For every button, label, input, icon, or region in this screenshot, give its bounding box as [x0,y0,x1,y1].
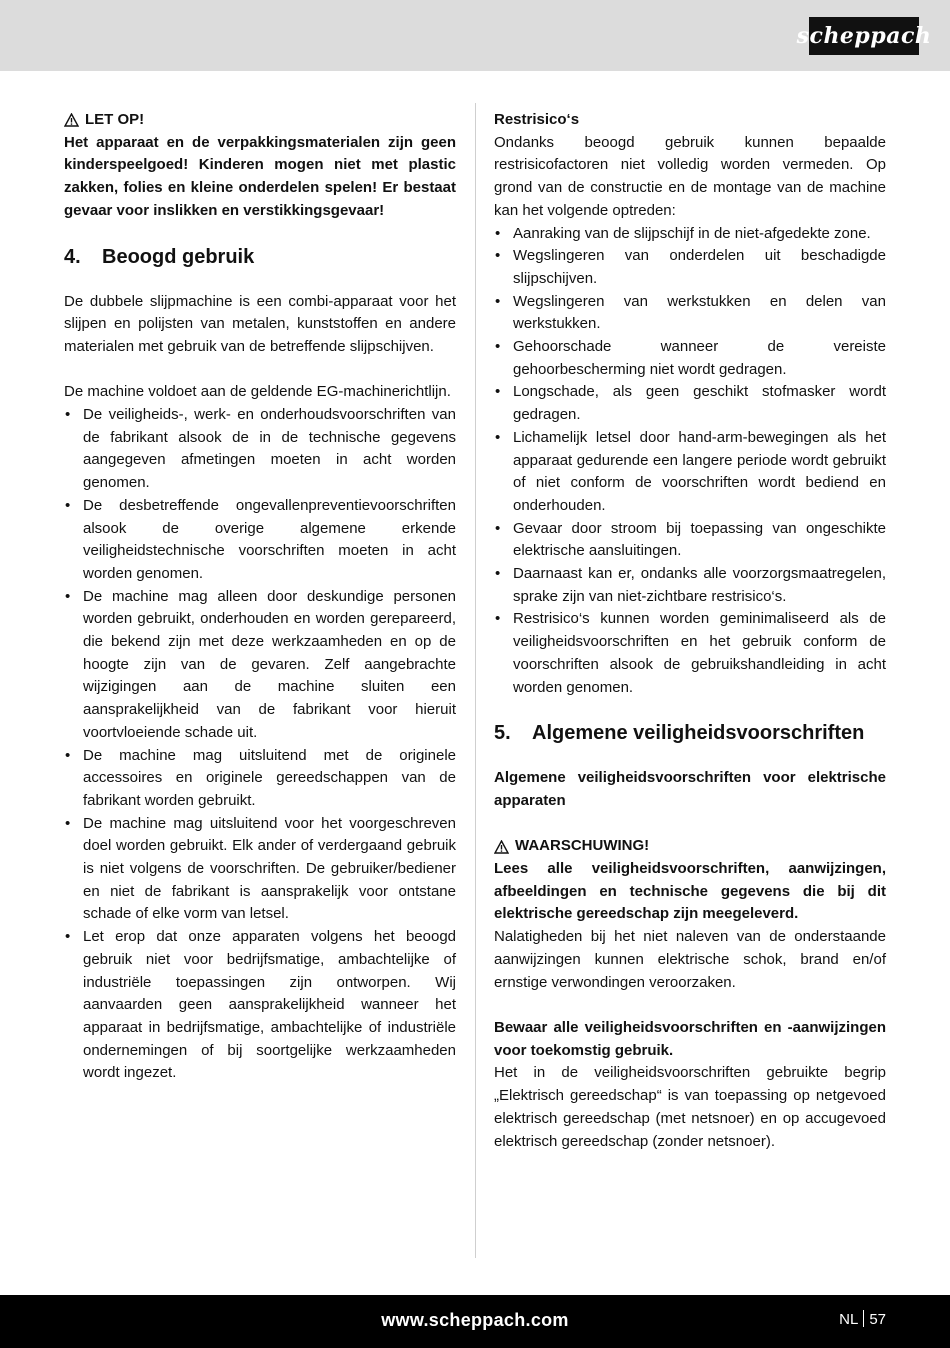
list-item: • Longschade, als geen geschikt stofmasker wordt gedragen. [494,381,886,426]
intended-use-paragraph: De dubbele slijpmachine is een combi-apparaat voor het slijpen en polijsten van metalen, kunststoffen en andere materialen met gebruik van de betreffende slijpschijven. [64,292,456,355]
column-divider [475,103,476,1258]
language-code: NL [839,1311,859,1328]
scheppach-logo [796,17,932,55]
section-title: Algemene veiligheidsvoorschriften [532,722,865,745]
page-number: 57 [869,1311,886,1328]
section-5-heading [494,699,886,767]
subheading: Algemene veiligheidsvoorschriften voor elektrische apparaten [494,769,886,809]
intended-use-list [64,404,456,1085]
left-column [64,109,456,1085]
list-item: • Wegslingeren van onderdelen uit beschadigde slijpschijven. [494,245,886,290]
warning-heading [494,835,886,858]
logo-text: scheppach [796,23,932,49]
section-title: Beoogd gebruik [102,245,255,268]
list-item: • Let erop dat onze apparaten volgens het beoogd gebruik niet voor bedrijfsmatige, ambachtelijke of industriële toepassingen zijn ontworpen. Wij aanvaarden geen aansprakelijkheid wanneer het apparaat in bedrijfsmatige, ambachtelijke of industriële ondernemingen of bij soortgelijke werkzaamheden wordt ingezet. [64,926,456,1085]
directive-paragraph: De machine voldoet aan de geldende EG-machinerichtlijn. [64,383,451,401]
warning-heading [64,109,456,132]
list-item: • Restrisico‘s kunnen worden geminimaliseerd als de veiligheidsvoorschriften en het gebruik conform de voorschriften alsook de gebruikshandleiding in acht worden genomen. [494,608,886,699]
list-item: • De machine mag uitsluitend met de originele accessoires en originele gereedschappen van de fabrikant worden gebruikt. [64,745,456,813]
keep-instructions-bold: Bewaar alle veiligheidsvoorschriften en -aanwijzingen voor toekomstig gebruik. [494,1018,886,1059]
list-item: • Gehoorschade wanneer de vereiste gehoorbescherming niet wordt gedragen. [494,336,886,381]
footer-bar [0,1295,950,1348]
warning-label: LET OP! [85,111,145,128]
list-item: • Aanraking van de slijpschijf in de niet-afgedekte zone. [494,223,886,246]
warning-bold-text: Lees alle veiligheidsvoorschriften, aanwijzingen, afbeeldingen en technische gegevens die bij dit elektrische gereedschap zijn meegeleverd. [494,860,886,923]
residual-risks-heading: Restrisico‘s [494,111,580,128]
website-url: www.scheppach.com [381,1310,569,1330]
residual-risks-list [494,223,886,700]
warning-text: Het apparaat en de verpakkingsmaterialen zijn geen kinderspeelgoed! Kinderen mogen niet met plastic zakken, folies en kleine onderdelen spelen! Er bestaat gevaar voor inslikken en verstikkingsgevaar! [64,133,456,219]
list-item: • De desbetreffende ongevallenpreventievoorschriften alsook de overige algemene erkende veiligheidstechnische voorschriften moeten in acht worden genomen. [64,495,456,586]
warning-triangle-icon [494,840,509,854]
list-item: • De veiligheids-, werk- en onderhoudsvoorschriften van de fabrikant alsook de in de technische gegevens aangegeven afmetingen moeten in acht worden genomen. [64,404,456,495]
warning-triangle-icon [64,113,79,127]
section-4-heading [64,223,456,291]
keep-instructions-text: Het in de veiligheidsvoorschriften gebruikte begrip „Elektrisch gereedschap“ is van toepassing op netgevoed elektrisch gereedschap (met netsnoer) en op accugevoed elektrisch gereedschap (zonder netsnoer). [494,1064,886,1150]
list-item: • Daarnaast kan er, ondanks alle voorzorgsmaatregelen, sprake zijn van niet-zichtbare restrisico‘s. [494,563,886,608]
warning-text: Nalatigheden bij het niet naleven van de onderstaande aanwijzingen kunnen elektrische schok, brand en/of ernstige verwondingen veroorzaken. [494,928,886,991]
header-bar [0,0,950,71]
section-number: 5. [494,722,511,745]
right-column [494,109,886,1153]
list-item: • Gevaar door stroom bij toepassing van ongeschikte elektrische aansluitingen. [494,518,886,563]
section-number: 4. [64,245,81,268]
list-item: • Lichamelijk letsel door hand-arm-bewegingen als het apparaat gedurende een langere periode wordt gebruikt of niet conform de voorschriften wordt bediend en onderhouden. [494,427,886,518]
list-item: • De machine mag alleen door deskundige personen worden gebruikt, onderhouden en worden gerepareerd, die bekend zijn met deze werkzaamheden en op de hoogte zijn van de gevaren. Zelf aangebrachte wijzigingen aan de machine sluiten een aansprakelijkheid van de fabrikant voor hieruit voortvloeiende schade uit. [64,586,456,745]
page-indicator [839,1295,886,1348]
list-item: • De machine mag uitsluitend voor het voorgeschreven doel worden gebruikt. Elk ander of verdergaand gebruik is niet volgens de voorschriften. De gebruiker/bediener en niet de fabrikant is aansprakelijk voor ontstane schade of elke vorm van letsel. [64,813,456,927]
warning-label: WAARSCHUWING! [515,837,650,855]
separator [863,1310,864,1327]
list-item: • Wegslingeren van werkstukken en delen van werkstukken. [494,291,886,336]
residual-risks-intro: Ondanks beoogd gebruik kunnen bepaalde restrisicofactoren niet volledig worden vermeden. Op grond van de constructie en de montage van de machine kan het volgende optreden: [494,133,886,219]
